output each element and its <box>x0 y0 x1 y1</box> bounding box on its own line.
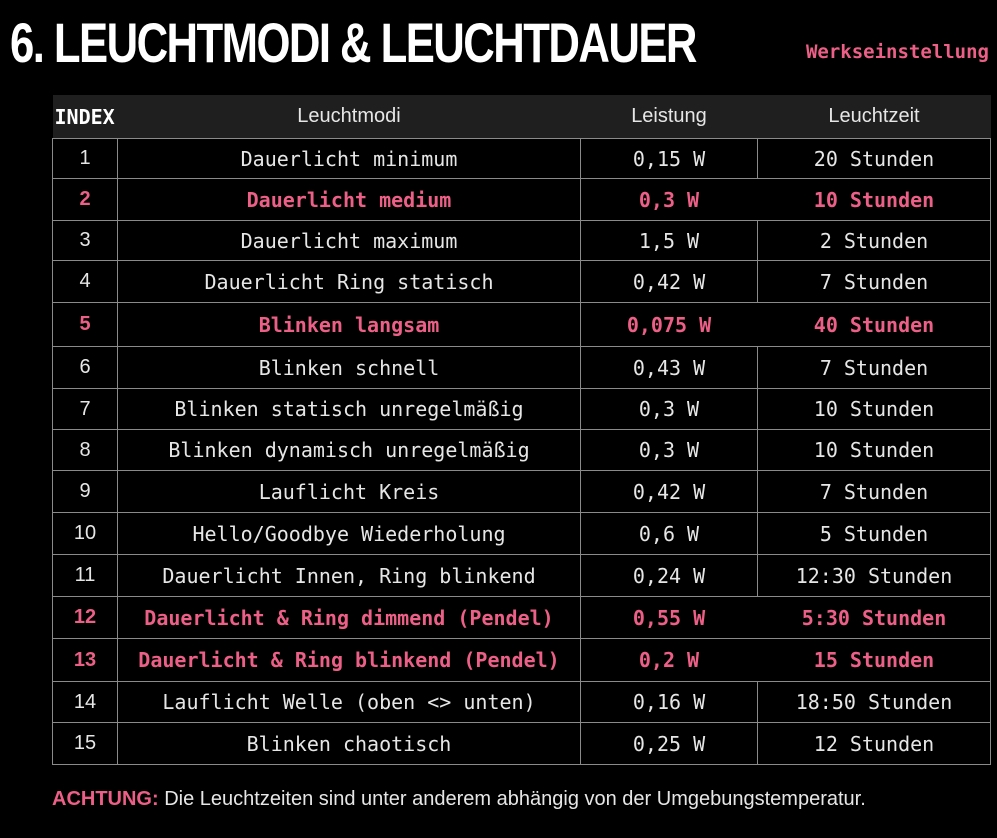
power-cell: 0,43 W <box>581 347 758 389</box>
time-cell: 7 Stunden <box>758 261 991 303</box>
power-cell: 0,2 W <box>581 639 758 682</box>
table-row <box>53 389 991 430</box>
warning-text: Die Leuchtzeiten sind unter anderem abhängig von der Umgebungstemperatur. <box>158 788 866 810</box>
time-cell: 5:30 Stunden <box>758 597 991 639</box>
table-header-row <box>53 95 991 139</box>
time-cell: 10 Stunden <box>758 389 991 430</box>
column-header-power: Leistung <box>581 95 758 139</box>
column-header-time: Leuchtzeit <box>758 95 991 139</box>
mode-cell: Blinken schnell <box>118 347 581 389</box>
time-cell: 2 Stunden <box>758 221 991 261</box>
time-cell: 7 Stunden <box>758 347 991 389</box>
power-cell: 0,55 W <box>581 597 758 639</box>
mode-cell: Hello/Goodbye Wiederholung <box>118 513 581 555</box>
time-cell: 40 Stunden <box>758 303 991 347</box>
time-cell: 5 Stunden <box>758 513 991 555</box>
mode-cell: Blinken dynamisch unregelmäßig <box>118 430 581 471</box>
index-cell: 15 <box>53 723 118 765</box>
mode-cell: Dauerlicht minimum <box>118 139 581 179</box>
time-cell: 10 Stunden <box>758 179 991 221</box>
mode-cell: Lauflicht Welle (oben <> unten) <box>118 682 581 723</box>
table-row <box>53 723 991 765</box>
time-cell: 12:30 Stunden <box>758 555 991 597</box>
index-cell: 14 <box>53 682 118 723</box>
mode-cell: Dauerlicht maximum <box>118 221 581 261</box>
warning-note <box>52 788 866 811</box>
power-cell: 0,42 W <box>581 471 758 513</box>
mode-cell: Blinken chaotisch <box>118 723 581 765</box>
power-cell: 0,075 W <box>581 303 758 347</box>
power-cell: 0,3 W <box>581 179 758 221</box>
index-cell: 12 <box>53 597 118 639</box>
table-row <box>53 597 991 639</box>
index-cell: 11 <box>53 555 118 597</box>
time-cell: 15 Stunden <box>758 639 991 682</box>
mode-cell: Dauerlicht & Ring blinkend (Pendel) <box>118 639 581 682</box>
column-header-mode: Leuchtmodi <box>118 95 581 139</box>
index-cell: 7 <box>53 389 118 430</box>
power-cell: 0,3 W <box>581 389 758 430</box>
table-row <box>53 221 991 261</box>
time-cell: 10 Stunden <box>758 430 991 471</box>
power-cell: 0,3 W <box>581 430 758 471</box>
index-cell: 2 <box>53 179 118 221</box>
mode-cell: Dauerlicht medium <box>118 179 581 221</box>
mode-cell: Dauerlicht & Ring dimmend (Pendel) <box>118 597 581 639</box>
power-cell: 0,15 W <box>581 139 758 179</box>
index-cell: 5 <box>53 303 118 347</box>
warning-label: ACHTUNG: <box>52 788 159 810</box>
index-cell: 3 <box>53 221 118 261</box>
table-row <box>53 430 991 471</box>
time-cell: 12 Stunden <box>758 723 991 765</box>
factory-setting-label: Werkseinstellung <box>805 41 989 63</box>
index-cell: 13 <box>53 639 118 682</box>
table-row <box>53 139 991 179</box>
table-row <box>53 639 991 682</box>
mode-cell: Dauerlicht Innen, Ring blinkend <box>118 555 581 597</box>
power-cell: 0,42 W <box>581 261 758 303</box>
mode-cell: Lauflicht Kreis <box>118 471 581 513</box>
table-row <box>53 471 991 513</box>
index-cell: 8 <box>53 430 118 471</box>
table-row <box>53 682 991 723</box>
power-cell: 0,6 W <box>581 513 758 555</box>
time-cell: 7 Stunden <box>758 471 991 513</box>
mode-cell: Blinken statisch unregelmäßig <box>118 389 581 430</box>
mode-cell: Blinken langsam <box>118 303 581 347</box>
index-cell: 10 <box>53 513 118 555</box>
power-cell: 0,16 W <box>581 682 758 723</box>
table-row <box>53 513 991 555</box>
mode-cell: Dauerlicht Ring statisch <box>118 261 581 303</box>
power-cell: 1,5 W <box>581 221 758 261</box>
index-cell: 4 <box>53 261 118 303</box>
table-row <box>53 261 991 303</box>
column-header-index: INDEX <box>53 95 118 139</box>
table-row <box>53 347 991 389</box>
table-row <box>53 555 991 597</box>
page-title: 6. LEUCHTMODI & LEUCHTDAUER <box>10 11 696 74</box>
index-cell: 1 <box>53 139 118 179</box>
index-cell: 9 <box>53 471 118 513</box>
power-cell: 0,25 W <box>581 723 758 765</box>
table-row <box>53 303 991 347</box>
time-cell: 18:50 Stunden <box>758 682 991 723</box>
table-row <box>53 179 991 221</box>
index-cell: 6 <box>53 347 118 389</box>
time-cell: 20 Stunden <box>758 139 991 179</box>
power-cell: 0,24 W <box>581 555 758 597</box>
lighting-modes-table <box>52 95 991 765</box>
